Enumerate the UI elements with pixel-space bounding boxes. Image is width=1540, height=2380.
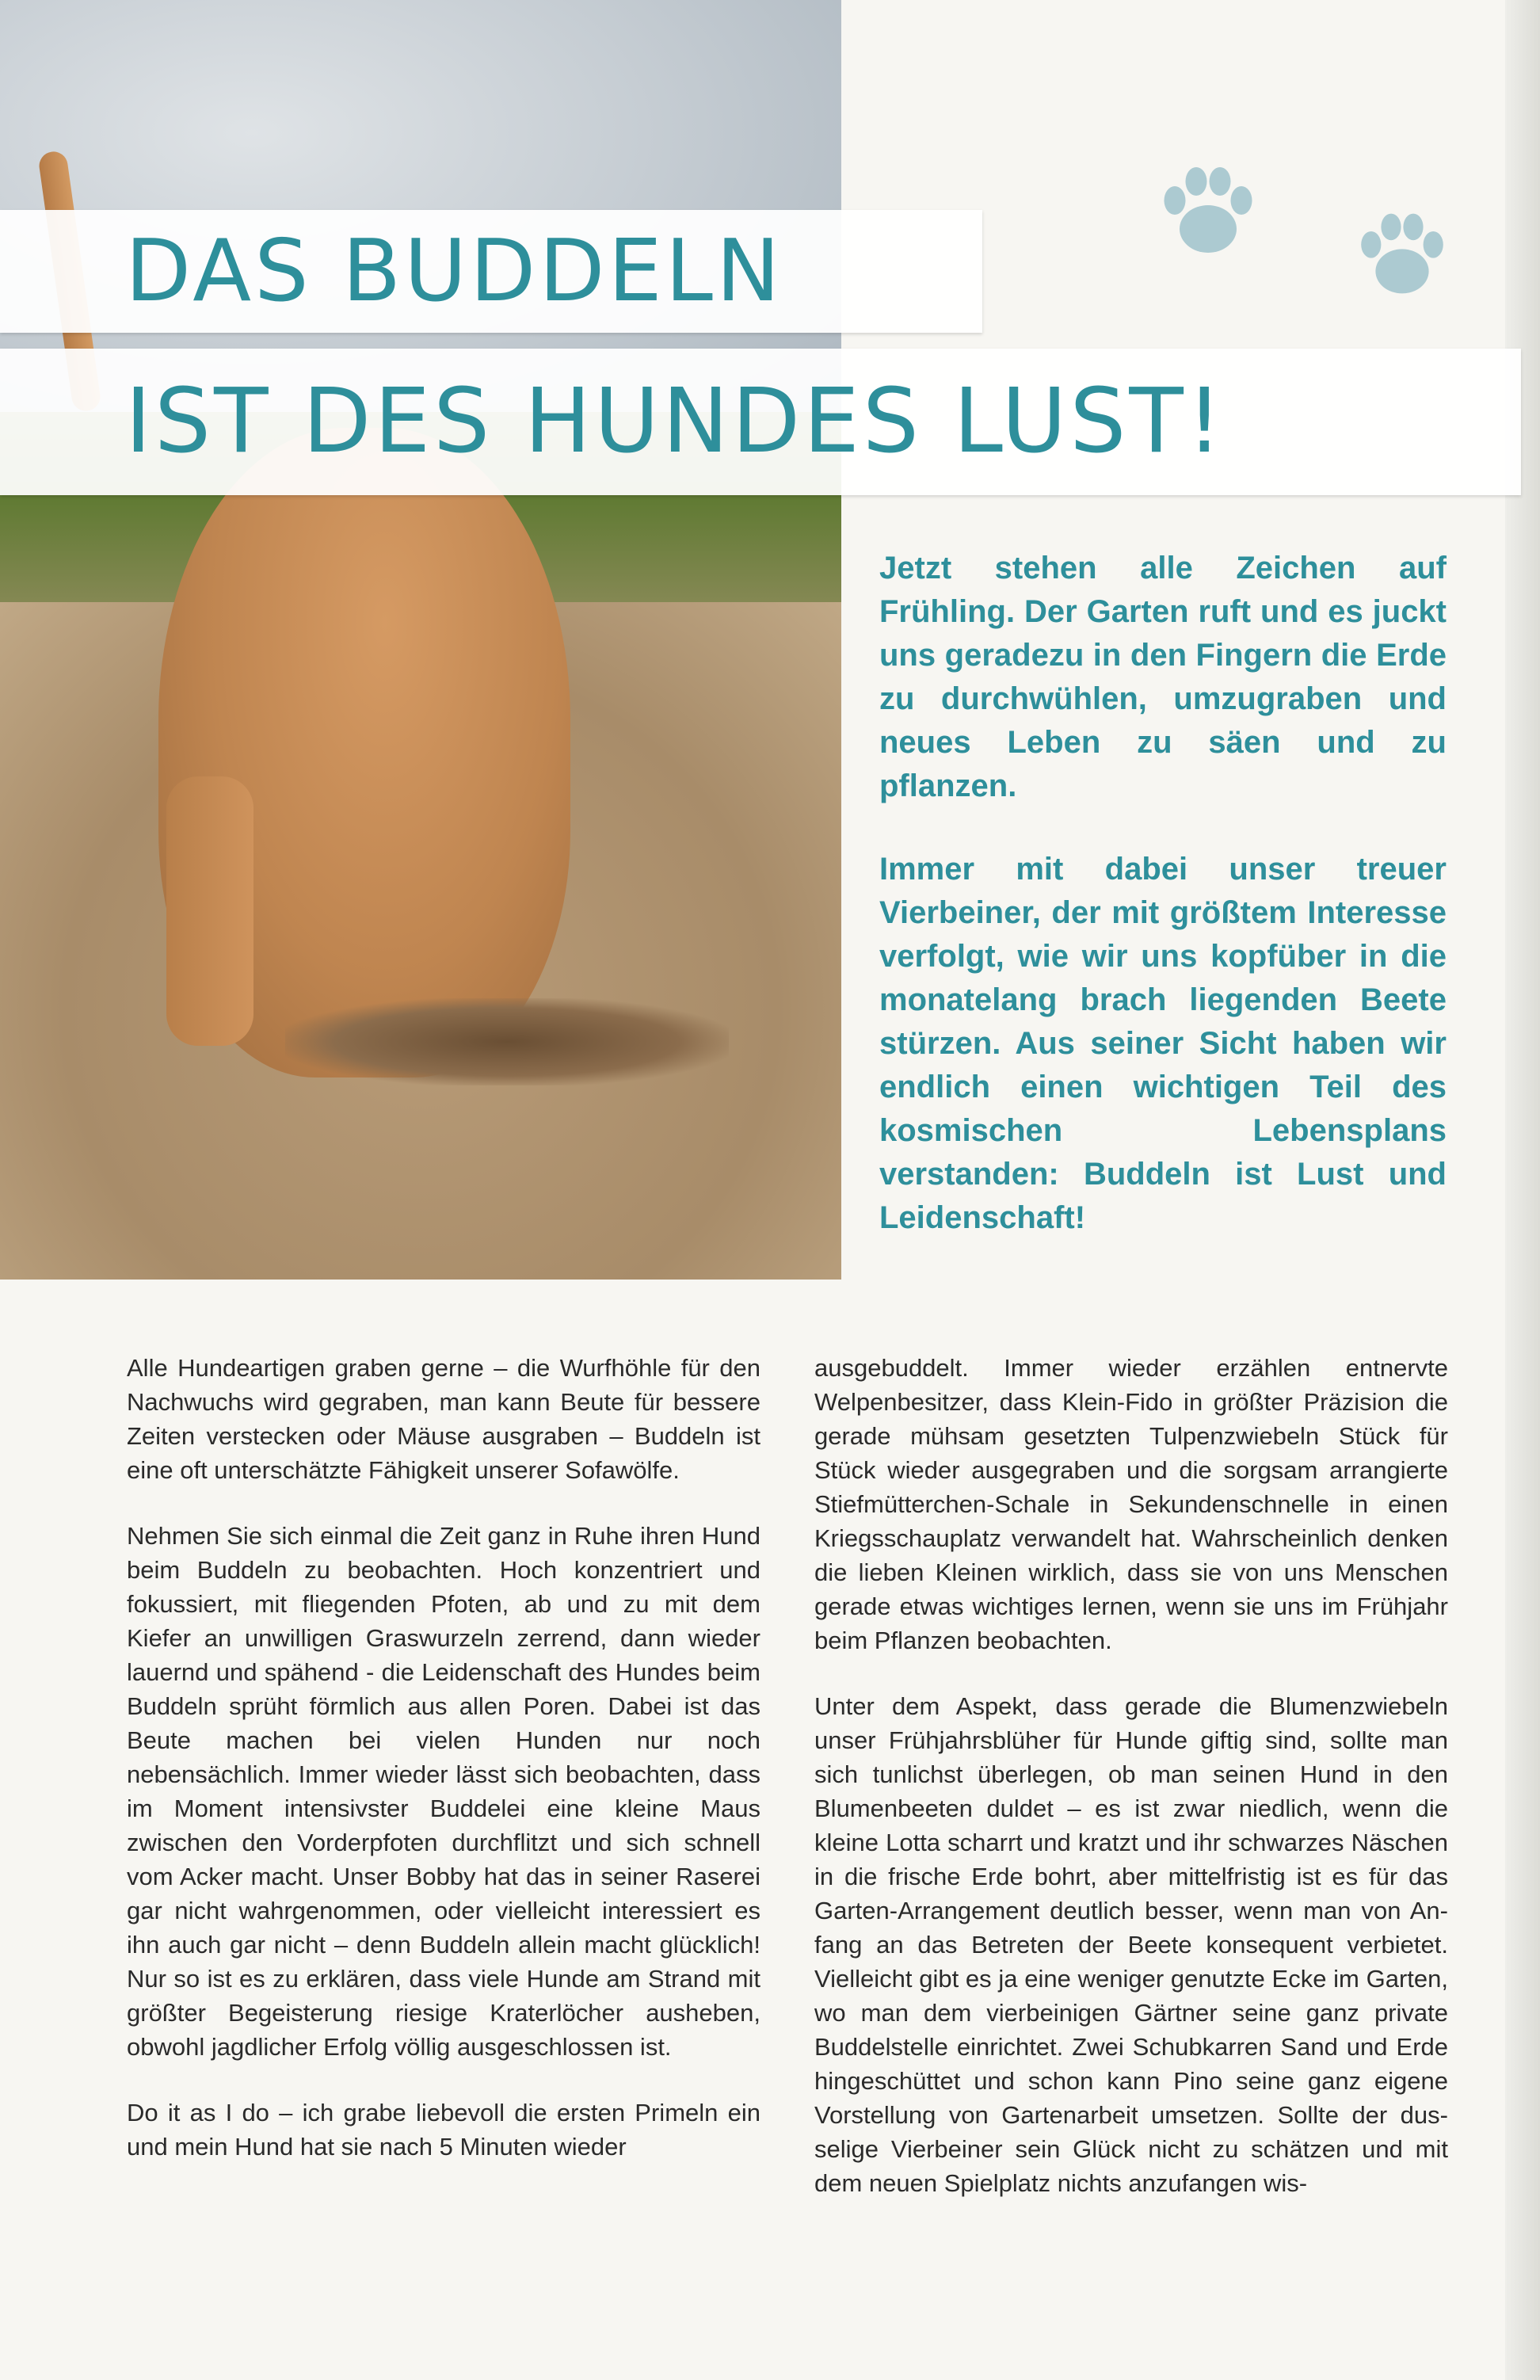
body-paragraph: Nehmen Sie sich einmal die Zeit ganz in Ruhe ihren Hund beim Buddeln zu beobachten. Hoch konzentriert und fokussiert, mit fliegenden Pfoten, ab und zu mit dem Kiefer an unwilligen Graswurzeln zerrend, dann wieder lauernd und spähend - die Leidenschaft des Hundes beim Buddeln sprüht förmlich aus allen Poren. Dabei ist das Beute machen bei vielen Hunden nur noch nebensächlich. Immer wieder lässt sich beobachten, dass im Moment intensivster Buddelei eine kleine Maus zwischen den Vorderpfoten durchflitzt und sich schnell vom Acker macht. Unser Bobby hat das in seiner Raserei gar nicht wahrgenommen, oder vielleicht interessiert es ihn auch gar nicht – denn Buddeln allein macht glücklich! Nur so ist es zu erklären, dass viele Hunde am Strand mit größter Begeisterung riesige Kraterlöcher ausheben, obwohl jagdlicher Erfolg völlig ausgeschlossen ist. (127, 1522, 760, 2061)
lead-paragraph: Jetzt stehen alle Zeichen auf Frühling. Der Garten ruft und es juckt uns geradezu in den Fingern die Erde zu durchwühlen, umzugraben und neues Leben zu säen und zu pflanzen. (879, 551, 1447, 803)
headline-line-1: DAS BUDDELN (0, 210, 982, 333)
body-paragraph: ausgebuddelt. Immer wieder erzählen entnervte Welpenbesitzer, dass Klein-Fido in größter Präzision die gerade mühsam gesetzten Tulpenzwiebeln Stück für Stück wieder ausgegraben und die sorgsam arrangierte Stiefmütterchen-Schale in Sekundenschnelle in einen Kriegsschauplatz verwandelt hat. Wahrscheinlich denken die lieben Kleinen wirklich, dass sie von uns Menschen gerade etwas wichtiges lernen, wenn sie uns im Frühjahr beim Pflanzen beobachten. (814, 1354, 1448, 1654)
dog-digging-photo (0, 0, 841, 1280)
sand-hole (285, 998, 729, 1085)
body-paragraph: Alle Hundeartigen graben gerne – die Wurfhöhle für den Nachwuchs wird gegraben, man kann Beute für bessere Zeiten verstecken oder Mäuse ausgraben – Buddeln ist eine oft unterschätzte Fähigkeit unserer Sofawölfe. (127, 1354, 760, 1484)
headline-line-2: IST DES HUNDES LUST! (0, 349, 1521, 495)
body-column-1 (127, 1351, 760, 2195)
dog-leg (166, 776, 253, 1046)
body-paragraph: Unter dem Aspekt, dass gerade die Blumenzwiebeln unser Frühjahrsblüher für Hunde giftig sind, sollte man sich tunlichst überlegen, ob man seinen Hund in den Blumenbeeten duldet – es ist zwar niedlich, wenn die kleine Lotta scharrt und kratzt und ihr schwarzes Näschen in die frische Erde bohrt, aber mittelfristig ist es für das Garten-Arrangement deutlich besser, wenn man von Anfang an das Betreten der Beete konsequent verbietet. Vielleicht gibt es ja eine weniger genutzte Ecke im Garten, wo man dem vierbeinigen Gärtner seine ganz private Buddelstelle einrichtet. Zwei Schubkarren Sand und Erde hingeschüttet und schon kann Pino seine ganz eigene Vorstellung von Gartenarbeit umsetzen. Sollte der dusselige Vierbeiner sein Glück nicht zu schätzen und mit dem neuen Spielplatz nichts anzufangen wis- (814, 1692, 1448, 2197)
body-column-2 (814, 1351, 1448, 2232)
lead-paragraphs (879, 547, 1447, 1280)
lead-paragraph: Immer mit dabei unser treuer Vierbeiner, der mit größtem Interesse verfolgt, wie wir uns kopfüber in die monatelang brach liegenden Beete stürzen. Aus seiner Sicht haben wir endlich einen wichtigen Teil des kosmischen Lebensplans verstanden: Buddeln ist Lust und Leidenschaft! (879, 852, 1447, 1235)
paw-icon (1149, 151, 1267, 273)
body-paragraph: Do it as I do – ich grabe liebevoll die ersten Primeln ein und mein Hund hat sie nach 5 Minuten wieder (127, 2099, 760, 2161)
paw-icon (1347, 198, 1458, 313)
